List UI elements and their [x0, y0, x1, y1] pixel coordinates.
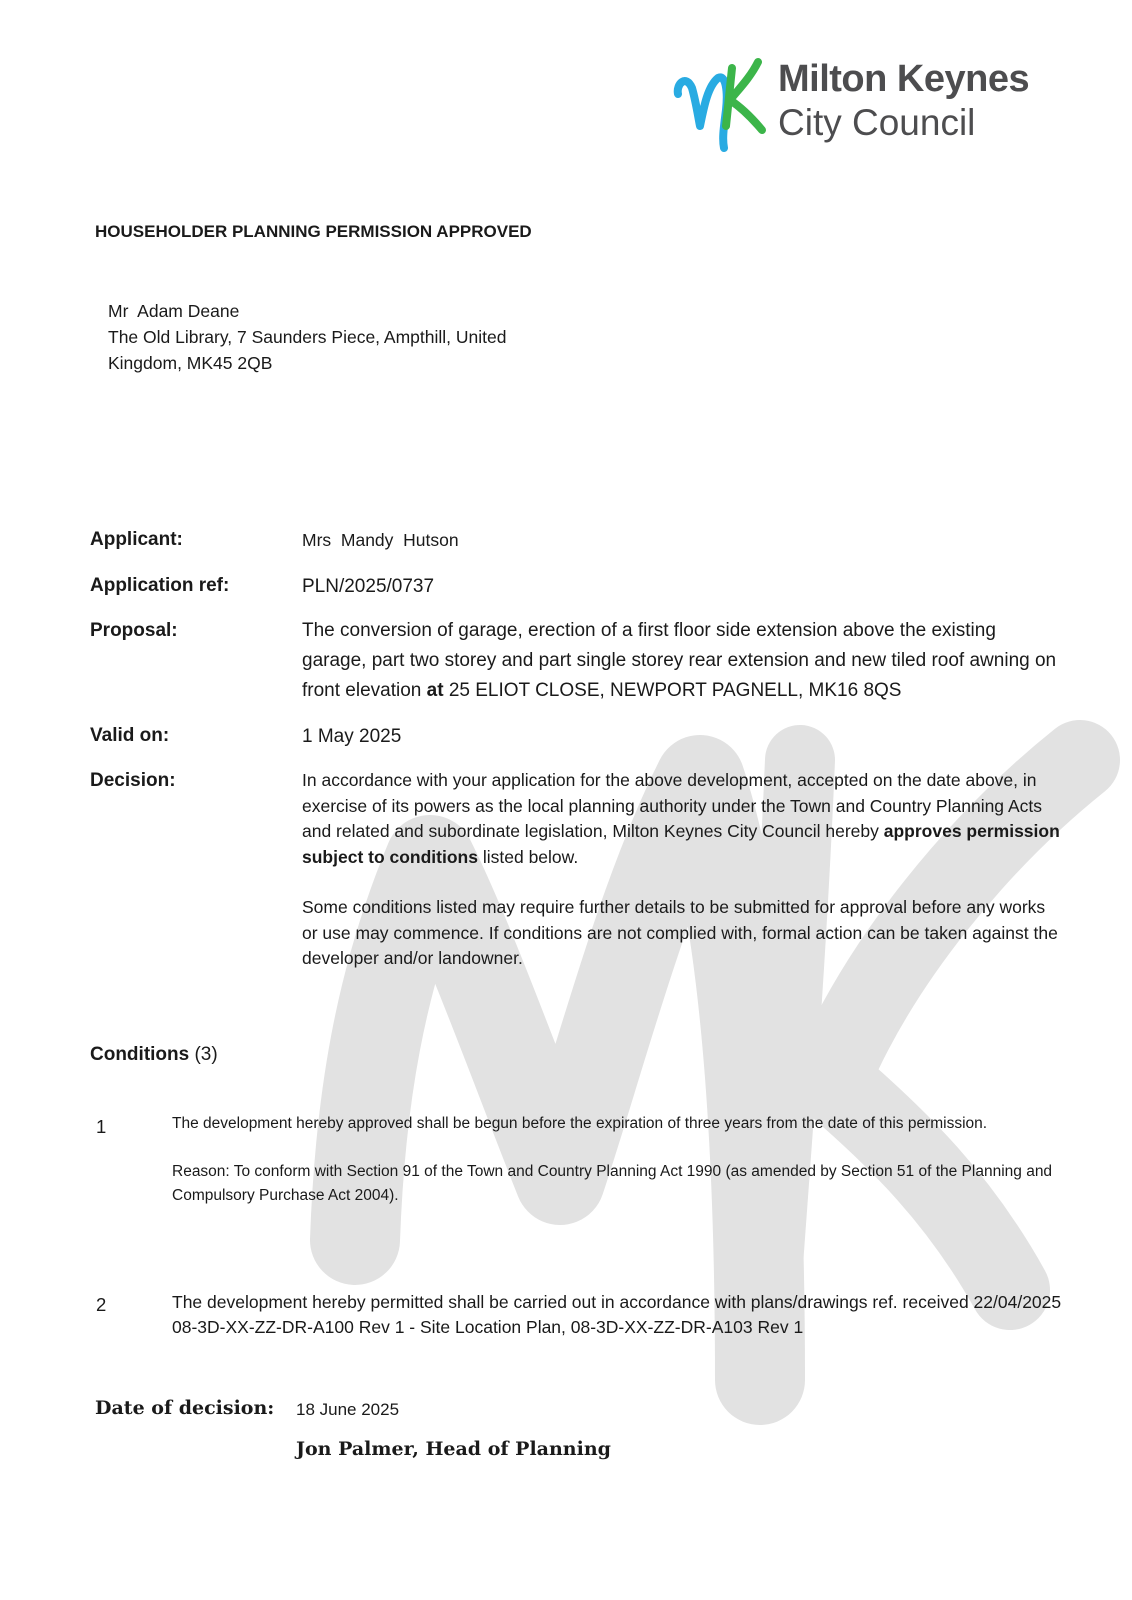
- decision-paragraph-1: [302, 768, 1062, 870]
- condition-text: The development hereby permitted shall be carried out in accordance with plans/drawings ref. received 22/04/2025 08-3D-XX-ZZ-DR-A100 Rev 1 - Site Location Plan, 08-3D-XX-ZZ-DR-A103 Rev 1: [172, 1292, 1062, 1337]
- mk-logo-icon: [672, 56, 772, 156]
- decision-paragraph-2: Some conditions listed may require further details to be submitted for approval before any works or use may commence. If conditions are not complied with, formal action can be taken against the developer and/or landowner.: [302, 897, 1058, 968]
- condition-text: The development hereby approved shall be begun before the expiration of three years from the date of this permission.: [172, 1115, 988, 1132]
- council-logo: [672, 56, 1062, 156]
- condition-item: [172, 1290, 1067, 1340]
- valid-on-value: 1 May 2025: [302, 726, 402, 747]
- logo-title-line1: Milton Keynes: [778, 58, 1030, 100]
- document-heading: HOUSEHOLDER PLANNING PERMISSION APPROVED: [95, 222, 532, 241]
- recipient-address: [108, 298, 506, 376]
- decision-p1-bold: approves permission subject to conditions: [302, 821, 1060, 867]
- application-ref-label: Application ref:: [90, 575, 230, 596]
- condition-number: 2: [96, 1294, 107, 1315]
- conditions-title: [90, 1044, 218, 1066]
- condition-reason: Reason: To conform with Section 91 of the Town and Country Planning Act 1990 (as amended by Section 51 of the Planning and Compulsory Purchase Act 2004).: [172, 1163, 1053, 1204]
- proposal-value: [302, 616, 1062, 706]
- address-line-1: The Old Library, 7 Saunders Piece, Ampthill, United: [108, 327, 507, 347]
- condition-number: 1: [96, 1116, 107, 1137]
- conditions-count: (3): [194, 1044, 218, 1065]
- decision-label: Decision:: [90, 770, 176, 791]
- condition-item: [172, 1112, 1067, 1208]
- conditions-title-text: Conditions: [90, 1044, 190, 1065]
- logo-title-line2: City Council: [778, 102, 976, 143]
- proposal-at: at: [426, 680, 444, 701]
- decision-p1-end: listed below.: [482, 846, 579, 867]
- applicant-label: Applicant:: [90, 529, 183, 550]
- recipient-name: Mr Adam Deane: [108, 301, 240, 321]
- date-of-decision-label: Date of decision:: [95, 1397, 275, 1419]
- valid-on-label: Valid on:: [90, 725, 170, 746]
- proposal-text: The conversion of garage, erection of a first floor side extension above the existing garage, part two storey and part single storey rear extension and new tiled roof awning on front elevation: [302, 620, 1057, 701]
- decision-text: [302, 768, 1062, 972]
- proposal-address: 25 ELIOT CLOSE, NEWPORT PAGNELL, MK16 8QS: [448, 680, 902, 701]
- address-line-2: Kingdom, MK45 2QB: [108, 353, 273, 373]
- applicant-value: Mrs Mandy Hutson: [302, 530, 459, 550]
- proposal-label: Proposal:: [90, 620, 178, 641]
- application-ref-value: PLN/2025/0737: [302, 576, 435, 597]
- decision-p1-start: In accordance with your application for the above development, accepted on the date above, in exercise of its powers as the local planning authority under the Town and Country Planning Acts and related and subordinate legislation, Milton Keynes City Council hereby: [302, 770, 1042, 841]
- date-of-decision-value: 18 June 2025: [296, 1400, 400, 1419]
- signatory: Jon Palmer, Head of Planning: [296, 1438, 611, 1460]
